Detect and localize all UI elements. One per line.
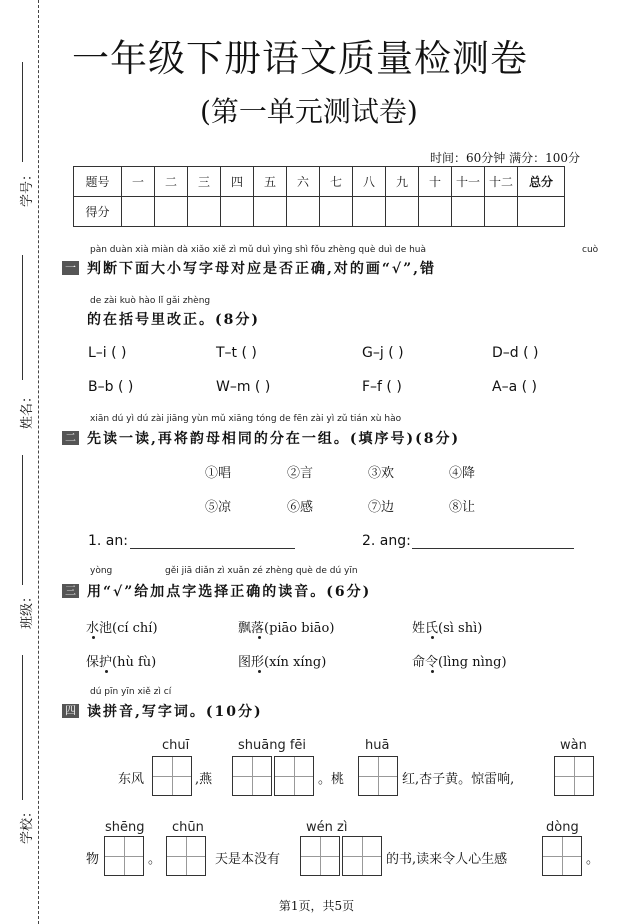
tian-grid-box[interactable]	[104, 836, 144, 876]
q2-word: ⑤凉	[205, 500, 232, 515]
score-cell: 二	[155, 167, 188, 197]
q4-instruction: 读拼音,写字词。(10分)	[87, 704, 263, 720]
q2-word: ⑥感	[287, 500, 314, 515]
q2-word: ⑦边	[368, 500, 395, 515]
q2-word: ②言	[287, 466, 314, 481]
q4-pinyin-dong: dòng	[546, 820, 579, 835]
score-cell: 七	[320, 167, 353, 197]
q4-pinyin-hua: huā	[365, 738, 390, 753]
page-footer: 第1页，共5页	[278, 899, 355, 913]
q2-instruction: 先读一读,再将韵母相同的分在一组。(填序号)(8分)	[87, 431, 461, 447]
q3-item[interactable]: 姓氏(sì shì)	[412, 621, 483, 636]
emphasis-dot	[258, 636, 261, 639]
q4-text: ,燕	[195, 772, 213, 787]
emphasis-dot	[92, 636, 95, 639]
name-label: 姓名：	[20, 389, 36, 430]
score-input-cell[interactable]	[188, 197, 221, 227]
q2-number-badge: 二	[62, 431, 79, 445]
q4-text: 。	[586, 852, 600, 867]
binding-dashed-line	[38, 0, 39, 924]
q1-pinyin-line1: pàn duàn xià miàn dà xiǎo xiě zì mǔ duì yìng shì fǒu zhèng què duì de huà	[90, 245, 427, 255]
q4-number-badge: 四	[62, 704, 79, 718]
q2-word: ④降	[449, 466, 476, 481]
q3-number-badge: 三	[62, 584, 79, 598]
tian-grid-box[interactable]	[166, 836, 206, 876]
class-rule	[22, 455, 23, 585]
score-cell: 五	[254, 167, 287, 197]
q4-text: 。桃	[318, 772, 345, 787]
score-input-cell[interactable]	[485, 197, 518, 227]
tian-grid-box[interactable]	[554, 756, 594, 796]
tian-grid-box[interactable]	[342, 836, 382, 876]
score-table	[73, 166, 565, 227]
emphasis-dot	[431, 636, 434, 639]
q4-text: 。	[148, 852, 162, 867]
q1-item[interactable]: A–a ( )	[492, 379, 537, 395]
score-cell: 题号	[74, 167, 122, 197]
score-cell: 八	[353, 167, 386, 197]
q2-group2-label: 2. ang:	[362, 533, 411, 549]
q4-pinyin-wenzi: wén zì	[306, 820, 348, 835]
q4-text: 的书,读来令人心生感	[386, 852, 508, 867]
time-info: 时间：60分钟 满分：100分	[430, 151, 580, 165]
q4-text: 物	[86, 852, 100, 867]
score-input-cell[interactable]	[386, 197, 419, 227]
q1-item[interactable]: F–f ( )	[362, 379, 402, 395]
q3-item[interactable]: 飘落(piāo biāo)	[238, 621, 335, 636]
q2-group1-label: 1. an:	[88, 533, 128, 549]
q3-instruction: 用“√”给加点字选择正确的读音。(6分)	[87, 584, 372, 600]
q2-group1-answer-line[interactable]	[130, 548, 295, 549]
q1-item[interactable]: B–b ( )	[88, 379, 134, 395]
tian-grid-box[interactable]	[300, 836, 340, 876]
tian-grid-box[interactable]	[542, 836, 582, 876]
q3-pinyin-yong: yòng	[90, 566, 113, 576]
score-cell: 三	[188, 167, 221, 197]
tian-grid-box[interactable]	[358, 756, 398, 796]
score-input-cell[interactable]	[155, 197, 188, 227]
score-cell: 总分	[518, 167, 565, 197]
q4-pinyin: dú pīn yīn xiě zì cí	[90, 687, 172, 697]
score-input-cell[interactable]	[254, 197, 287, 227]
q4-pinyin-chun: chūn	[172, 820, 204, 835]
school-rule	[22, 655, 23, 800]
q2-word: ③欢	[368, 466, 395, 481]
q3-item[interactable]: 保护(hù fù)	[86, 655, 157, 670]
tian-grid-box[interactable]	[274, 756, 314, 796]
q4-text: 天是本没有	[215, 852, 281, 867]
score-input-cell[interactable]	[518, 197, 565, 227]
class-label: 班级：	[20, 589, 36, 630]
student-id-label: 学号：	[20, 167, 36, 208]
q3-item[interactable]: 图形(xín xíng)	[238, 655, 327, 670]
q2-word: ⑧让	[449, 500, 476, 515]
student-id-rule	[22, 62, 23, 162]
score-cell: 十二	[485, 167, 518, 197]
score-input-cell[interactable]	[122, 197, 155, 227]
q1-item[interactable]: W–m ( )	[216, 379, 271, 395]
q4-text: 东风	[118, 772, 145, 787]
q2-pinyin: xiān dú yì dú zài jiāng yùn mǔ xiāng tóng de fēn zài yì zǔ tián xù hào	[90, 414, 402, 424]
score-input-cell[interactable]	[452, 197, 485, 227]
q4-text: 红,杏子黄。惊雷响,	[402, 772, 515, 787]
score-input-cell[interactable]	[419, 197, 452, 227]
q1-pinyin-cuo: cuò	[582, 245, 599, 255]
q4-pinyin-wan: wàn	[560, 738, 587, 753]
q4-pinyin-chui: chuī	[162, 738, 190, 753]
q1-pinyin-line2: de zài kuò hào lǐ gǎi zhèng	[90, 296, 211, 306]
page-subtitle: (第一单元测试卷)	[200, 95, 418, 128]
q1-item[interactable]: L–i ( )	[88, 345, 127, 361]
q2-group2-answer-line[interactable]	[412, 548, 574, 549]
school-label: 学校：	[20, 804, 36, 845]
score-cell: 一	[122, 167, 155, 197]
score-cell: 六	[287, 167, 320, 197]
score-input-cell[interactable]	[320, 197, 353, 227]
q1-instruction-line1: 判断下面大小写字母对应是否正确,对的画“√”,错	[87, 261, 437, 277]
q1-item[interactable]: G–j ( )	[362, 345, 404, 361]
score-cell: 十	[419, 167, 452, 197]
score-cell: 九	[386, 167, 419, 197]
score-input-cell[interactable]	[221, 197, 254, 227]
emphasis-dot	[258, 670, 261, 673]
name-rule	[22, 255, 23, 380]
q2-word: ①唱	[205, 466, 232, 481]
page-title: 一年级下册语文质量检测卷	[72, 37, 528, 80]
q3-item[interactable]: 命令(lìng nìng)	[412, 655, 507, 670]
q1-item[interactable]: T–t ( )	[216, 345, 257, 361]
q1-item[interactable]: D–d ( )	[492, 345, 539, 361]
q1-instruction-line2: 的在括号里改正。(8分)	[87, 312, 260, 328]
tian-grid-box[interactable]	[152, 756, 192, 796]
score-input-cell[interactable]	[353, 197, 386, 227]
q3-pinyin: gěi jiā diǎn zì xuǎn zé zhèng què de dú yīn	[165, 566, 358, 576]
tian-grid-box[interactable]	[232, 756, 272, 796]
score-cell: 四	[221, 167, 254, 197]
score-input-cell[interactable]	[287, 197, 320, 227]
score-cell: 十一	[452, 167, 485, 197]
q4-pinyin-shuangfei: shuāng fēi	[238, 738, 307, 753]
q1-number-badge: 一	[62, 261, 79, 275]
emphasis-dot	[105, 670, 108, 673]
score-row-label: 得分	[74, 197, 122, 227]
q3-item[interactable]: 水池(cí chí)	[86, 621, 158, 636]
emphasis-dot	[431, 670, 434, 673]
score-table-header-row	[74, 167, 565, 197]
q4-pinyin-sheng: shēng	[105, 820, 145, 835]
score-table-score-row	[74, 197, 565, 227]
